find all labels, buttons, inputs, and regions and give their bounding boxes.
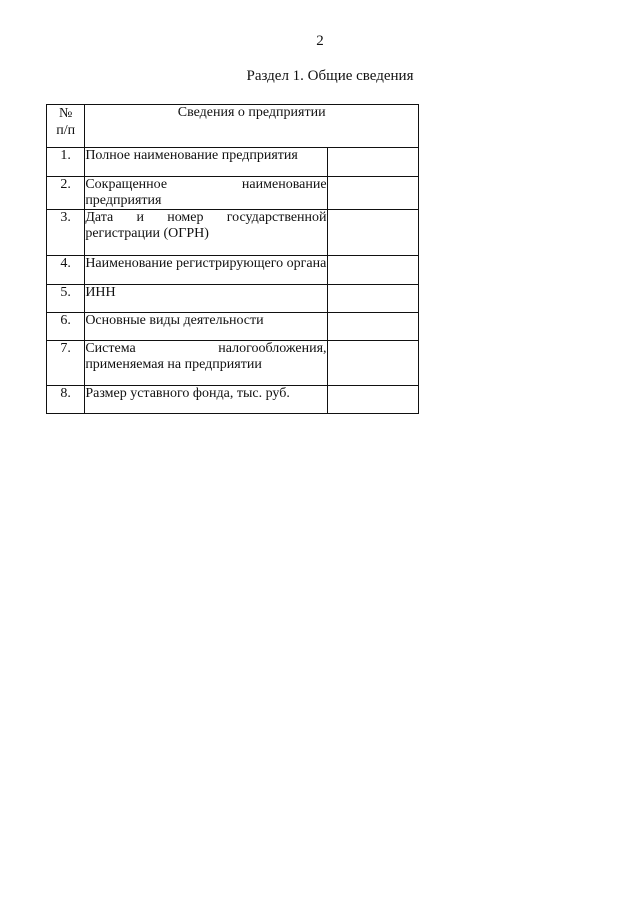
row-label: Дата и номер государственной регистрации (ОГРН) xyxy=(85,210,327,256)
row-label: Основные виды деятельности xyxy=(85,313,327,341)
enterprise-info-table xyxy=(46,104,419,414)
table-row xyxy=(47,285,419,313)
table-row xyxy=(47,313,419,341)
number-column-header xyxy=(47,105,85,148)
row-label: Сокращенное наименование предприятия xyxy=(85,177,327,208)
item-number-label: п/п xyxy=(56,123,76,138)
row-number: 1. xyxy=(47,148,85,177)
row-number: 2. xyxy=(47,177,85,210)
row-value-cell[interactable] xyxy=(327,285,418,313)
row-value-cell[interactable] xyxy=(327,313,418,341)
row-number: 7. xyxy=(47,341,85,386)
row-label: Наименование регистрирующего органа xyxy=(85,256,327,285)
row-label: Система налогообложения, применяемая на предприятии xyxy=(85,341,327,386)
table-header-row xyxy=(47,105,419,148)
row-number: 8. xyxy=(47,386,85,414)
row-label: Размер уставного фонда, тыс. руб. xyxy=(85,386,327,414)
table-row xyxy=(47,177,419,210)
row-value-cell[interactable] xyxy=(327,210,418,256)
number-sign-label: № xyxy=(58,106,73,121)
row-label: ИНН xyxy=(85,285,327,313)
row-label: Полное наименование предприятия xyxy=(85,148,327,177)
row-value-cell[interactable] xyxy=(327,177,418,210)
row-number: 6. xyxy=(47,313,85,341)
info-column-header: Сведения о предприятии xyxy=(85,105,419,148)
row-value-cell[interactable] xyxy=(327,341,418,386)
table-row xyxy=(47,256,419,285)
table-row xyxy=(47,210,419,256)
row-number: 5. xyxy=(47,285,85,313)
table-row xyxy=(47,386,419,414)
row-value-cell[interactable] xyxy=(327,386,418,414)
section-title: Раздел 1. Общие сведения xyxy=(246,68,414,84)
table-row xyxy=(47,341,419,386)
page-number: 2 xyxy=(316,33,324,49)
row-value-cell[interactable] xyxy=(327,148,418,177)
row-number: 3. xyxy=(47,210,85,256)
row-number: 4. xyxy=(47,256,85,285)
row-value-cell[interactable] xyxy=(327,256,418,285)
table-row xyxy=(47,148,419,177)
